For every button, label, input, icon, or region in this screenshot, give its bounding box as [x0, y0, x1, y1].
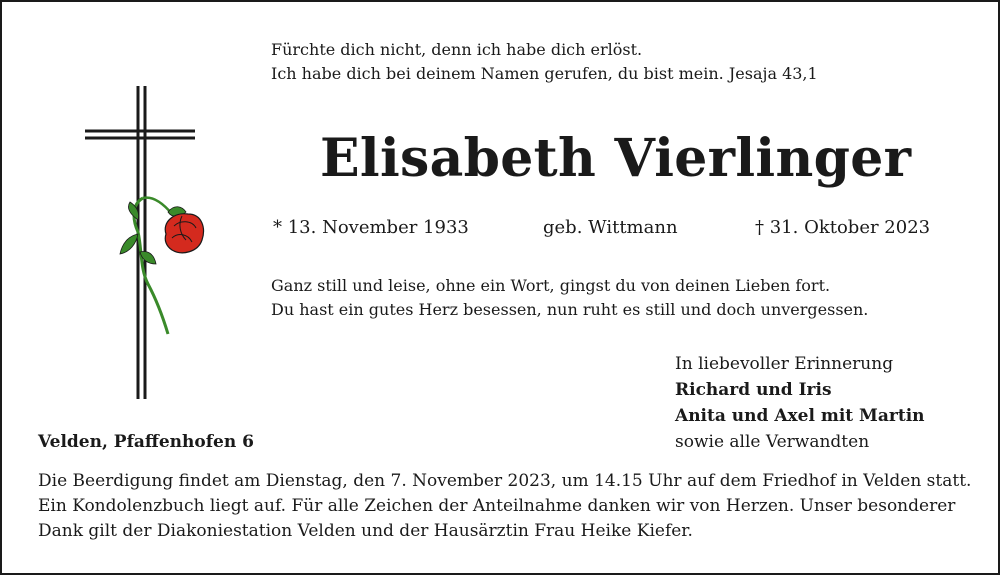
poem-line: Du hast ein gutes Herz besessen, nun ruht es still und doch unvergessen. [271, 300, 869, 319]
poem-line: Ganz still und leise, ohne ein Wort, gingst du von deinen Lieben fort. [271, 276, 831, 295]
funeral-line: Die Beerdigung findet am Dienstag, den 7. November 2023, um 14.15 Uhr auf dem Friedhof in Velden statt. [38, 471, 972, 491]
death-date: † 31. Oktober 2023 [755, 217, 931, 238]
verse-line: Fürchte dich nicht, denn ich habe dich erlöst. [271, 40, 643, 59]
funeral-info [38, 469, 971, 544]
deceased-name: Elisabeth Vierlinger [320, 128, 912, 189]
mourners-names: Richard und Iris [675, 380, 832, 400]
funeral-line: Ein Kondolenzbuch liegt auf. Für alle Zeichen der Anteilnahme danken wir von Herzen. Unser besonderer [38, 496, 956, 516]
maiden-name: geb. Wittmann [543, 217, 678, 238]
bible-verse [271, 38, 818, 86]
birth-date: * 13. November 1933 [273, 217, 469, 238]
address: Velden, Pfaffenhofen 6 [38, 432, 254, 452]
verse-line: Ich habe dich bei deinem Namen gerufen, du bist mein. Jesaja 43,1 [271, 64, 818, 83]
mourners-others: sowie alle Verwandten [675, 432, 870, 452]
mourners-names: Anita und Axel mit Martin [675, 406, 925, 426]
memorial-poem [271, 274, 868, 322]
mourners-block [675, 351, 925, 455]
mourners-intro: In liebevoller Erinnerung [675, 354, 894, 374]
cross-with-rose [82, 84, 212, 402]
rose-icon [120, 198, 203, 334]
funeral-line: Dank gilt der Diakoniestation Velden und der Hausärztin Frau Heike Kiefer. [38, 521, 693, 541]
